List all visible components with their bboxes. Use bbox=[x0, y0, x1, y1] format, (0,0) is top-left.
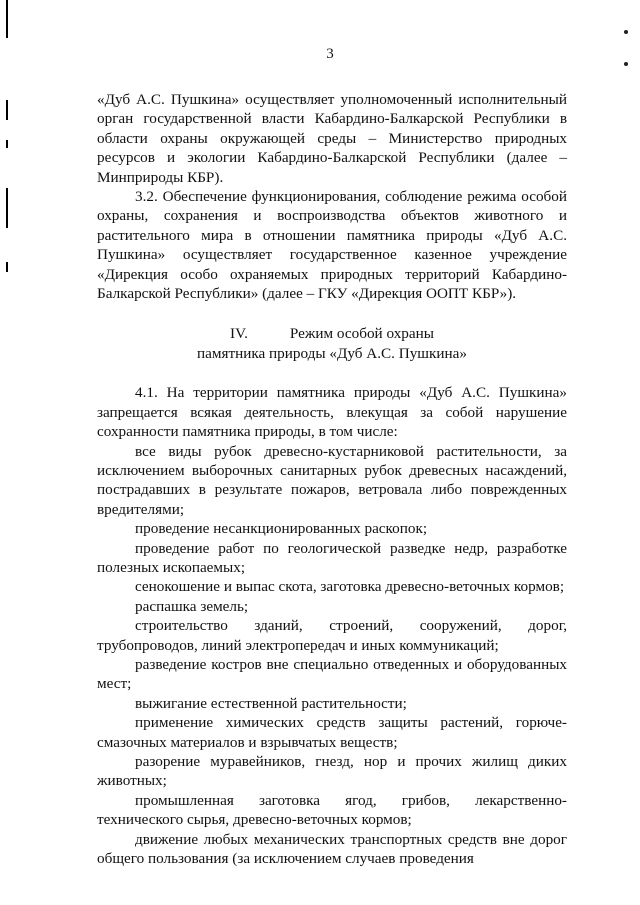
list-item: проведение работ по геологической разведке недр, разработке полезных ископаемых; bbox=[97, 539, 567, 576]
section-heading-line1 bbox=[97, 324, 567, 343]
list-item: движение любых механических транспортных средств вне дорог общего пользования (за исключением случаев проведения bbox=[97, 830, 567, 868]
scan-margin-mark bbox=[6, 100, 8, 120]
paragraph-4-1: 4.1. На территории памятника природы «Дуб А.С. Пушкина» запрещается всякая деятельность, влекущая за собой нарушение сохранности памятника природы, в том числе: bbox=[97, 384, 567, 441]
list-item: выжигание естественной растительности; bbox=[135, 694, 407, 712]
scan-margin-mark bbox=[6, 188, 8, 228]
scan-dot bbox=[624, 30, 628, 34]
list-item: строительство зданий, строений, сооружений, дорог, трубопроводов, линий электропередач и иных коммуникаций; bbox=[97, 617, 567, 654]
page-number: 3 bbox=[326, 46, 334, 62]
list-item: разорение муравейников, гнезд, нор и прочих жилищ диких животных; bbox=[97, 753, 567, 790]
list-item: промышленная заготовка ягод, грибов, лекарственно-технического сырья, древесно-веточных кормов; bbox=[97, 791, 567, 829]
section-subtitle: памятника природы «Дуб А.С. Пушкина» bbox=[197, 344, 467, 362]
list-item: применение химических средств защиты растений, горюче-смазочных материалов и взрывчатых веществ; bbox=[97, 714, 567, 751]
list-item: проведение несанкционированных раскопок; bbox=[135, 520, 428, 538]
list-item: сенокошение и выпас скота, заготовка древесно-веточных кормов; bbox=[135, 578, 565, 596]
section-heading bbox=[97, 324, 567, 363]
scan-margin-mark bbox=[6, 262, 8, 272]
section-number: IV. bbox=[230, 325, 248, 343]
paragraph-3-2: 3.2. Обеспечение функционирования, соблюдение режима особой охраны, сохранения и воспроизводства объектов животного и растительного мира в отношении памятника природы «Дуб А.С. Пушкина» осуществляет государственное казенное учреждение «Дирекция особо охраняемых природных территорий Кабардино-Балкарской Республики» (далее – ГКУ «Дирекция ООПТ КБР»). bbox=[97, 188, 567, 303]
scan-margin-mark bbox=[6, 140, 8, 148]
document-body bbox=[97, 90, 567, 868]
section-title: Режим особой охраны bbox=[289, 325, 434, 343]
paragraph-continuation: «Дуб А.С. Пушкина» осуществляет уполномоченный исполнительный орган государственной власти Кабардино-Балкарской Республики в области охраны окружающей среды – Министерство природных ресурсов и экологии Кабардино-Балкарской Республики (далее – Минприроды КБР). bbox=[97, 91, 567, 186]
list-item: распашка земель; bbox=[135, 597, 249, 615]
list-item: все виды рубок древесно-кустарниковой растительности, за исключением выборочных санитарных рубок древесных насаждений, пострадавших в результате пожаров, ветровала либо поврежденных вредителями; bbox=[97, 442, 567, 518]
scan-margin-mark bbox=[6, 0, 8, 38]
list-item: разведение костров вне специально отведенных и оборудованных мест; bbox=[97, 655, 567, 693]
